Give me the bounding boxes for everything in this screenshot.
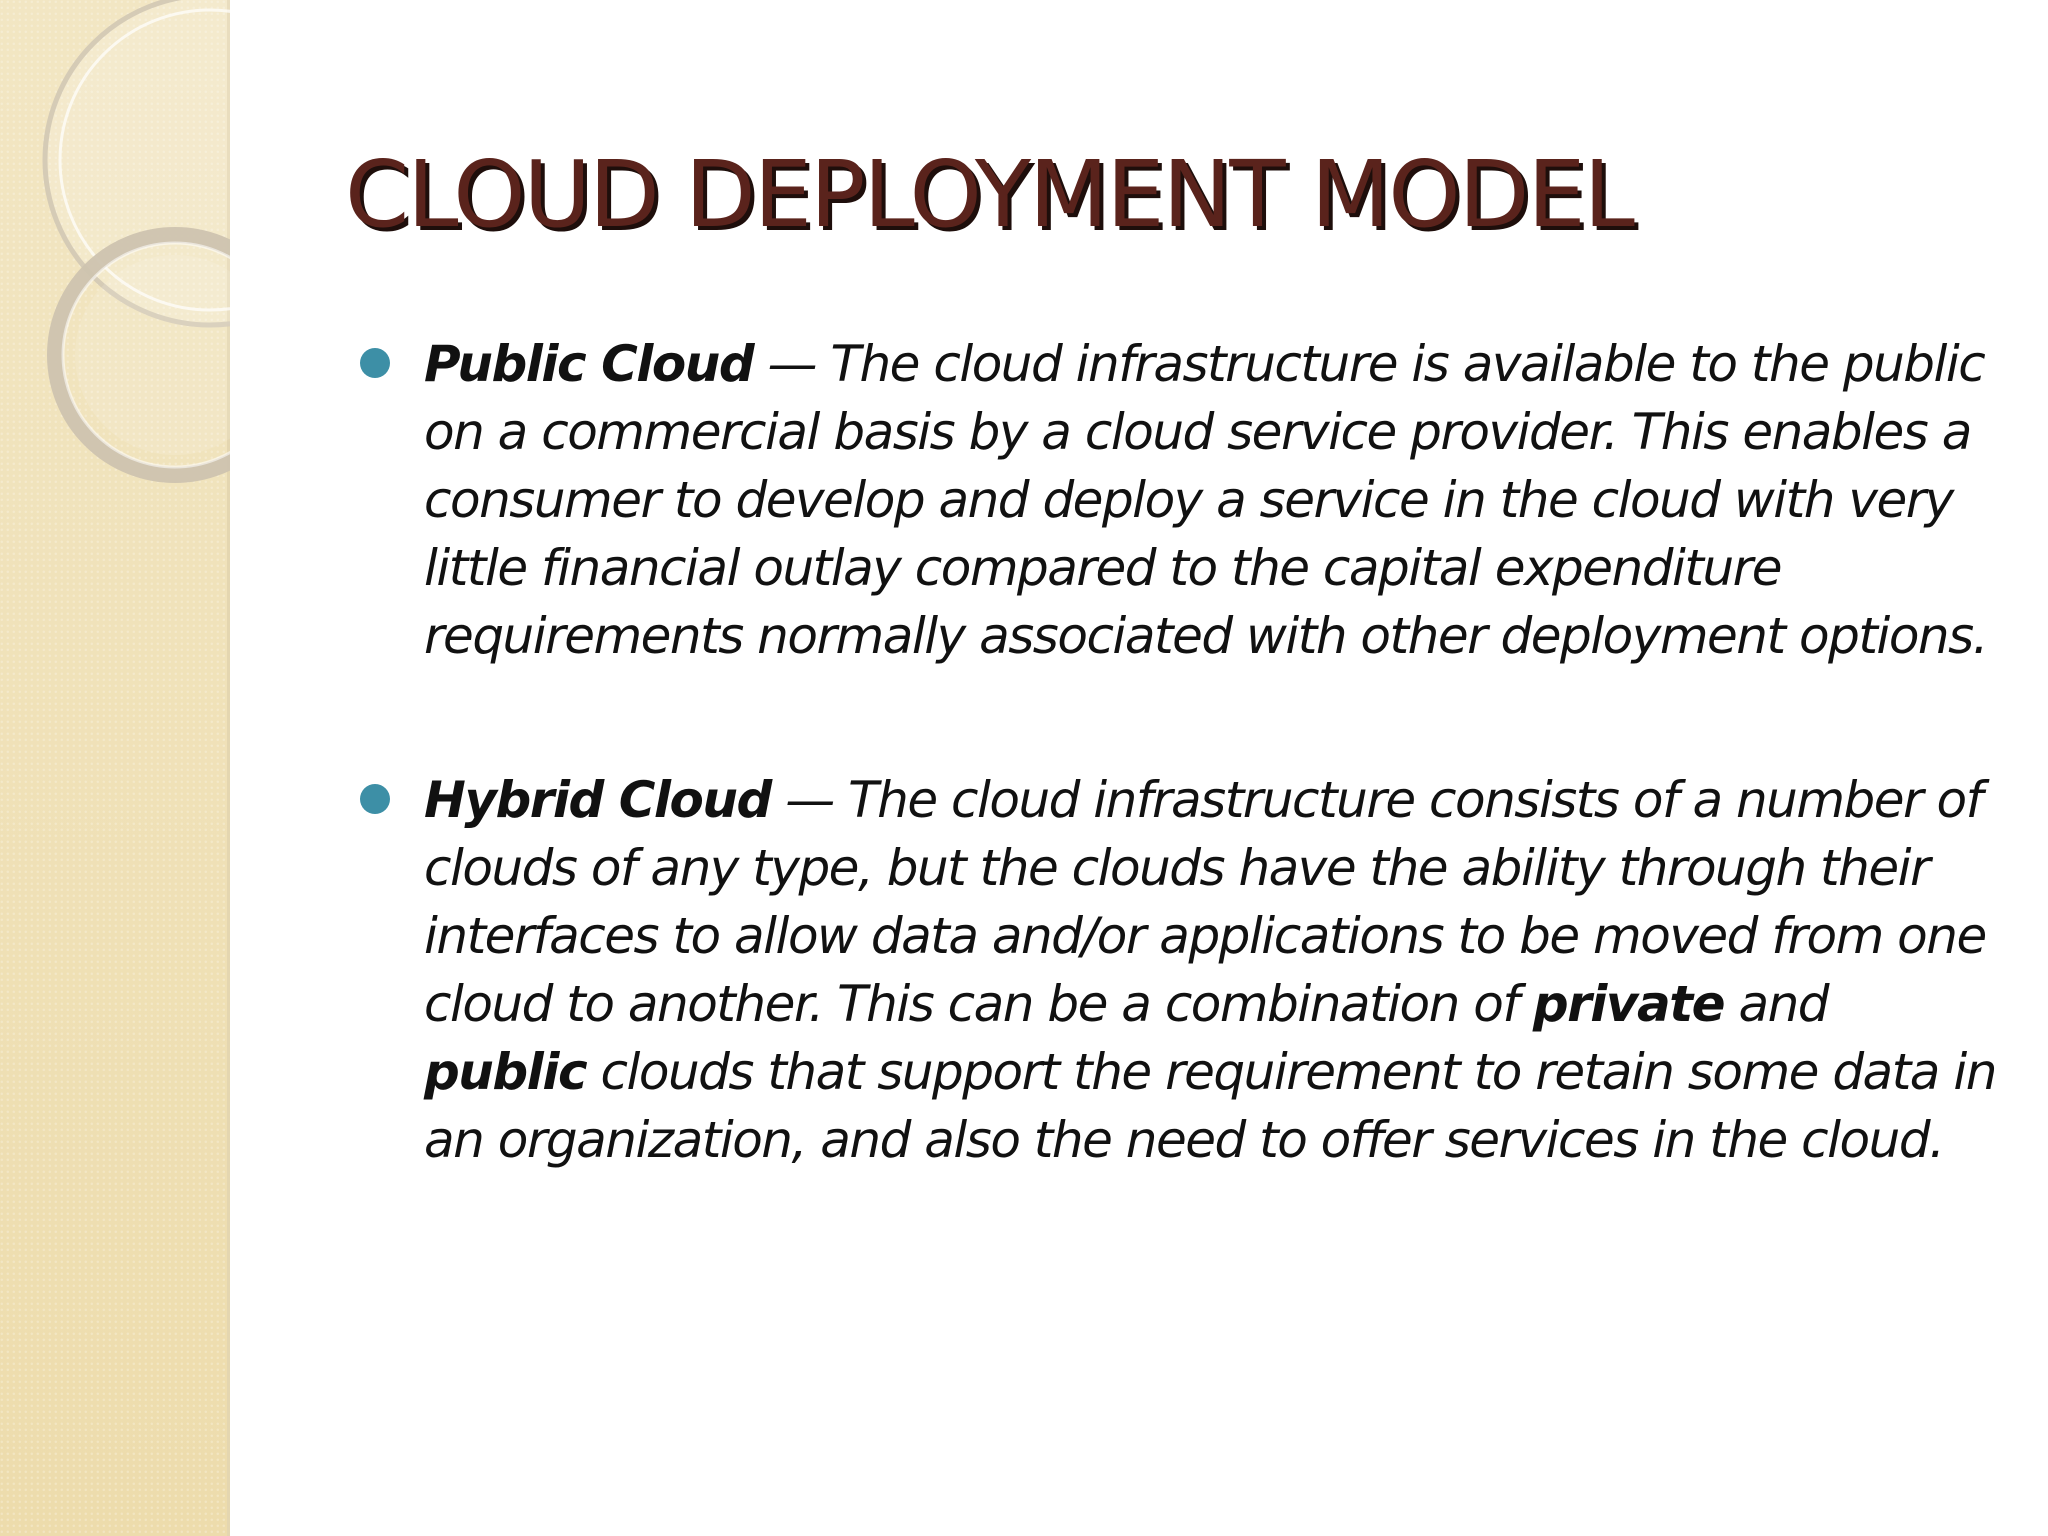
slide-title: CLOUD DEPLOYMENT MODEL	[345, 141, 1633, 248]
bullet-text: — The cloud infrastructure is available to the public on a commercial basis by a cloud service provider. This enables a consumer to develop and deploy a service in the cloud with very little financial outlay compared to the capital expenditure requirements normally associated with other deployment options.	[424, 335, 1988, 665]
bullet-text: — The cloud infrastructure consists of a number of clouds of any type, but the clouds have the ability through their interfaces to allow data and/or applications to be moved from one cloud to another. This can be a combination of	[424, 771, 1986, 1033]
bullet-public-cloud	[360, 330, 2000, 670]
bullet-dot-icon	[360, 784, 390, 814]
bullet-dot-icon	[360, 348, 390, 378]
bullet-emphasis-public: public	[424, 1043, 587, 1101]
bullet-hybrid-cloud	[360, 766, 2000, 1174]
bullet-text: clouds that support the requirement to retain some data in an organization, and also the need to offer services in the cloud.	[424, 1043, 1996, 1169]
bullet-term: Public Cloud	[424, 335, 754, 393]
decorative-rings-graphic	[0, 0, 230, 520]
bullet-list	[360, 330, 2000, 1174]
bullet-term: Hybrid Cloud	[424, 771, 771, 829]
bullet-text: and	[1724, 975, 1829, 1033]
bullet-emphasis-private: private	[1532, 975, 1725, 1033]
decorative-side-panel	[0, 0, 230, 1536]
